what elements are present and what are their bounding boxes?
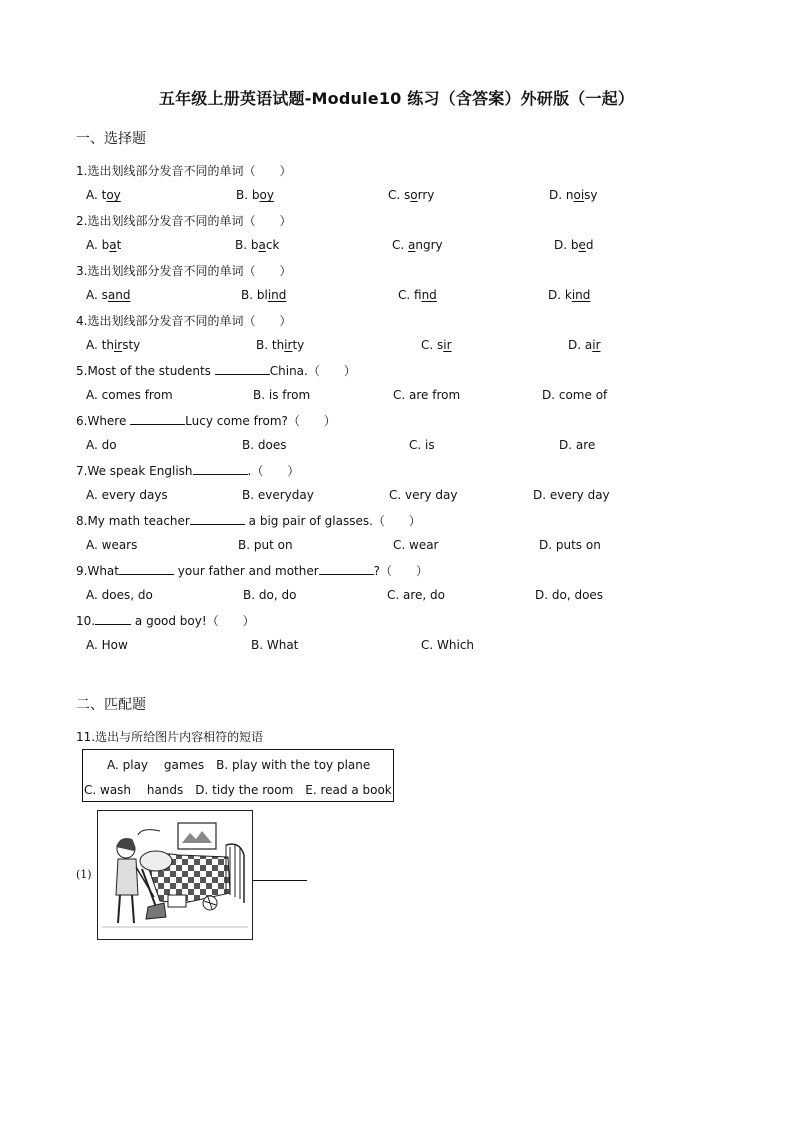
option-10b[interactable]: B. What bbox=[251, 638, 299, 652]
option-7a[interactable]: A. every days bbox=[86, 488, 168, 502]
question-2: 2.选出划线部分发音不同的单词（ ） bbox=[76, 214, 292, 228]
phrase-row-1: A. play games B. play with the toy plane bbox=[107, 758, 371, 772]
phrase-row-2: C. wash hands D. tidy the room E. read a book bbox=[84, 783, 392, 797]
option-4d[interactable]: D. air bbox=[568, 338, 601, 352]
item-label: (1) bbox=[76, 868, 92, 881]
question-8: 8.My math teacher a big pair of glasses.（ ） bbox=[76, 514, 421, 528]
option-3c[interactable]: C. find bbox=[398, 288, 437, 302]
option-8b[interactable]: B. put on bbox=[238, 538, 293, 552]
option-6a[interactable]: A. do bbox=[86, 438, 117, 452]
answer-blank[interactable] bbox=[119, 563, 174, 575]
option-5c[interactable]: C. are from bbox=[393, 388, 461, 402]
option-7b[interactable]: B. everyday bbox=[242, 488, 314, 502]
question-5: 5.Most of the students China.（ ） bbox=[76, 364, 356, 378]
option-1d[interactable]: D. noisy bbox=[549, 188, 598, 202]
option-1b[interactable]: B. boy bbox=[236, 188, 274, 202]
option-3b[interactable]: B. blind bbox=[241, 288, 287, 302]
option-4b[interactable]: B. thirty bbox=[256, 338, 305, 352]
answer-blank[interactable] bbox=[215, 363, 270, 375]
question-7: 7.We speak English .（ ） bbox=[76, 464, 300, 478]
answer-blank[interactable] bbox=[193, 463, 248, 475]
option-5b[interactable]: B. is from bbox=[253, 388, 311, 402]
option-8a[interactable]: A. wears bbox=[86, 538, 138, 552]
option-1c[interactable]: C. sorry bbox=[388, 188, 435, 202]
option-6d[interactable]: D. are bbox=[559, 438, 596, 452]
option-5d[interactable]: D. come of bbox=[542, 388, 608, 402]
question-9: 9.What your father and mother ?（ ） bbox=[76, 564, 429, 578]
option-9d[interactable]: D. do, does bbox=[535, 588, 604, 602]
option-2d[interactable]: D. bed bbox=[554, 238, 594, 252]
option-7c[interactable]: C. very day bbox=[389, 488, 458, 502]
option-5a[interactable]: A. comes from bbox=[86, 388, 173, 402]
question-4: 4.选出划线部分发音不同的单词（ ） bbox=[76, 314, 292, 328]
option-9a[interactable]: A. does, do bbox=[86, 588, 153, 602]
option-6b[interactable]: B. does bbox=[242, 438, 287, 452]
option-1a[interactable]: A. toy bbox=[86, 188, 121, 202]
question-3: 3.选出划线部分发音不同的单词（ ） bbox=[76, 264, 292, 278]
option-10a[interactable]: A. How bbox=[86, 638, 128, 652]
option-8d[interactable]: D. puts on bbox=[539, 538, 601, 552]
option-9c[interactable]: C. are, do bbox=[387, 588, 446, 602]
option-7d[interactable]: D. every day bbox=[533, 488, 610, 502]
question-6: 6.Where Lucy come from?（ ） bbox=[76, 414, 336, 428]
question-11: 11.选出与所给图片内容相符的短语 bbox=[76, 730, 264, 744]
option-2c[interactable]: C. angry bbox=[392, 238, 443, 252]
phrase-options-box bbox=[82, 749, 394, 802]
option-4c[interactable]: C. sir bbox=[421, 338, 452, 352]
option-10c[interactable]: C. Which bbox=[421, 638, 475, 652]
section-heading-matching: 二、匹配题 bbox=[76, 697, 146, 713]
question-1: 1.选出划线部分发音不同的单词（ ） bbox=[76, 164, 292, 178]
answer-blank[interactable] bbox=[95, 613, 131, 625]
option-4a[interactable]: A. thirsty bbox=[86, 338, 141, 352]
option-3a[interactable]: A. sand bbox=[86, 288, 131, 302]
option-8c[interactable]: C. wear bbox=[393, 538, 439, 552]
answer-blank[interactable] bbox=[190, 513, 245, 525]
illustration-tidy-room bbox=[97, 810, 253, 940]
answer-blank[interactable] bbox=[130, 413, 185, 425]
option-6c[interactable]: C. is bbox=[409, 438, 435, 452]
girl-sweeping-picture bbox=[98, 811, 252, 939]
option-3d[interactable]: D. kind bbox=[548, 288, 591, 302]
page-title: 五年级上册英语试题-Module10 练习（含答案）外研版（一起） bbox=[158, 89, 635, 108]
answer-blank[interactable] bbox=[319, 563, 374, 575]
option-2b[interactable]: B. back bbox=[235, 238, 280, 252]
question-10: 10. a good boy!（ ） bbox=[76, 614, 255, 628]
answer-line[interactable] bbox=[253, 880, 307, 881]
section-heading-choice: 一、选择题 bbox=[76, 131, 146, 147]
option-2a[interactable]: A. bat bbox=[86, 238, 122, 252]
option-9b[interactable]: B. do, do bbox=[243, 588, 297, 602]
